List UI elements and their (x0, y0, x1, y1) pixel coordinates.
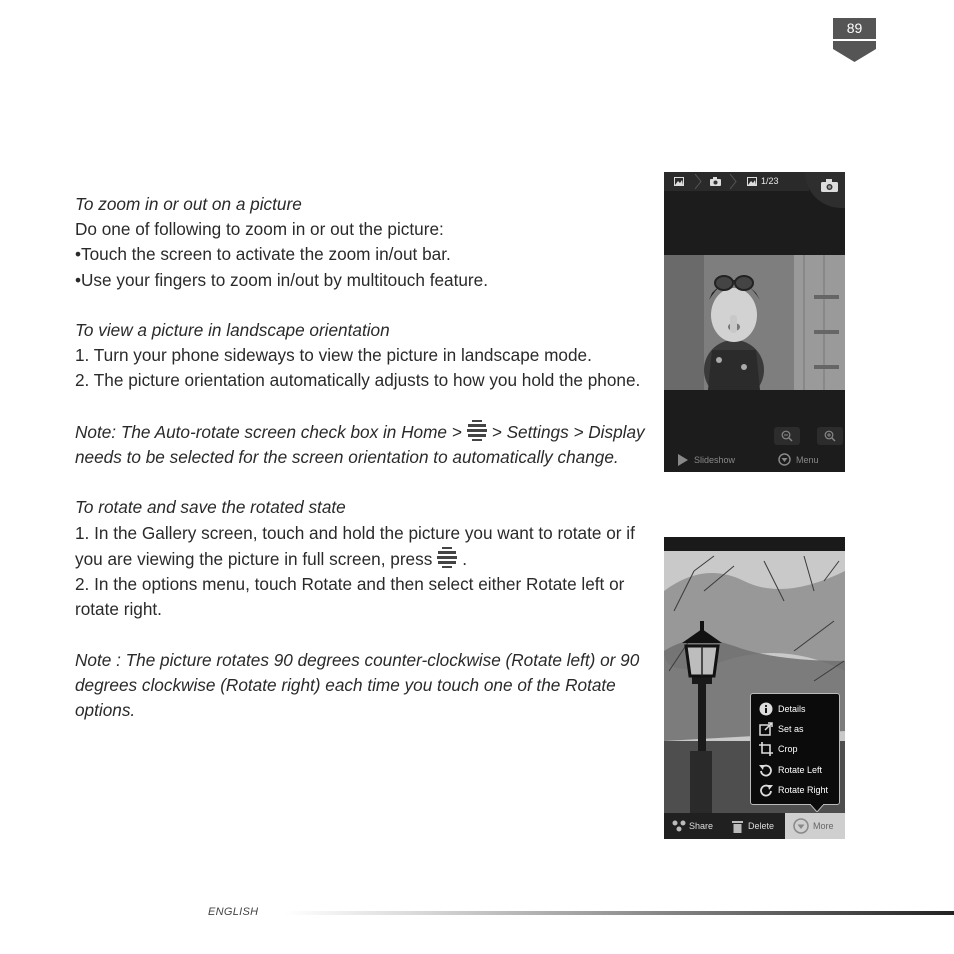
gallery-bottom-bar (664, 813, 845, 839)
menu-item-label: Rotate Left (778, 765, 823, 775)
zoom-intro: Do one of following to zoom in or out the picture: (75, 219, 444, 240)
delete-button[interactable] (732, 813, 786, 839)
zoom-heading: To zoom in or out on a picture (75, 194, 302, 214)
menu-item-label: Set as (778, 724, 804, 734)
share-button[interactable] (672, 813, 728, 839)
rotate-right-icon (759, 783, 773, 797)
page-tab-chevron-icon (833, 39, 876, 62)
more-label: More (813, 821, 834, 831)
gallery-breadcrumb-bar (664, 172, 809, 191)
menu-item-label: Rotate Right (778, 785, 829, 795)
picture-icon (747, 177, 757, 186)
zoom-out-button[interactable] (774, 427, 800, 445)
zoom-in-icon (824, 430, 836, 442)
landscape-step-1: 1. Turn your phone sideways to view the picture in landscape mode. (75, 345, 592, 366)
slideshow-label: Slideshow (694, 455, 736, 465)
note-auto-rotate-before: Note: The Auto-rotate screen check box in Home > (75, 421, 462, 442)
delete-label: Delete (748, 821, 775, 831)
gallery-options-screenshot (664, 537, 845, 839)
breadcrumb-chevron-icon (694, 174, 702, 189)
menu-label: Menu (796, 455, 819, 465)
gallery-icon (674, 177, 684, 186)
rotate-step-1-before: 1. In the Gallery screen, touch and hold the picture you want to rotate or if you are viewing the picture in full screen, press (75, 522, 635, 569)
trash-icon (732, 820, 743, 833)
note-auto-rotate-after: > Settings > Display needs to be selected for the screen orientation to automatically change. (75, 421, 645, 467)
menu-button[interactable] (778, 453, 838, 467)
zoom-in-button[interactable] (817, 427, 843, 445)
menu-item-label: Details (778, 704, 806, 714)
child-photo[interactable] (664, 255, 845, 390)
page-number-tab (833, 18, 876, 62)
menu-item-rotate-left[interactable] (751, 760, 841, 780)
menu-icon (436, 546, 458, 570)
viewer-bottom-bar (664, 446, 845, 472)
rotate-step-1-after: . (462, 548, 468, 569)
info-icon (759, 702, 773, 716)
breadcrumb-chevron-icon (729, 174, 737, 189)
camera-shortcut-button[interactable] (805, 172, 845, 208)
landscape-step-2: 2. The picture orientation automatically adjusts to how you hold the phone. (75, 370, 641, 391)
options-menu (750, 693, 840, 805)
more-button[interactable] (785, 813, 845, 839)
rotate-step-2: 2. In the options menu, touch Rotate and then select either Rotate left or rotate right. (75, 574, 625, 620)
more-icon (793, 818, 809, 834)
footer-divider (285, 911, 954, 915)
note-auto-rotate (75, 419, 645, 470)
instructions-text (75, 192, 645, 723)
menu-item-set-as[interactable] (751, 719, 841, 739)
share-label: Share (689, 821, 714, 831)
camera-icon (710, 177, 721, 186)
menu-icon (778, 453, 791, 466)
rotate-heading: To rotate and save the rotated state (75, 497, 346, 518)
camera-icon (821, 179, 838, 192)
child-photo-image (664, 255, 845, 390)
menu-item-crop[interactable] (751, 739, 841, 759)
footer-language: ENGLISH (208, 906, 259, 918)
note-rotation: Note : The picture rotates 90 degrees counter-clockwise (Rotate left) or 90 degrees clockwise (Rotate right) each time you touch one of the Rotate options. (75, 649, 640, 720)
landscape-heading: To view a picture in landscape orientation (75, 320, 390, 340)
menu-item-details[interactable] (751, 699, 841, 719)
rotate-left-icon (759, 763, 773, 777)
image-counter: 1/23 (761, 176, 779, 186)
gallery-viewer-screenshot (664, 172, 845, 472)
menu-pointer-icon (810, 804, 824, 812)
page-number: 89 (833, 18, 876, 39)
zoom-bullet-1: •Touch the screen to activate the zoom in/out bar. (75, 244, 451, 265)
set-as-icon (759, 722, 773, 736)
crop-icon (759, 742, 773, 756)
rotate-step-1 (75, 521, 645, 572)
play-icon (678, 454, 688, 466)
menu-icon (466, 419, 488, 443)
share-icon (672, 820, 686, 832)
zoom-out-icon (781, 430, 793, 442)
menu-item-label: Crop (778, 744, 798, 754)
zoom-bullet-2: •Use your fingers to zoom in/out by multitouch feature. (75, 269, 488, 290)
status-bar (664, 537, 845, 551)
slideshow-button[interactable] (678, 453, 758, 467)
menu-item-rotate-right[interactable] (751, 780, 841, 800)
